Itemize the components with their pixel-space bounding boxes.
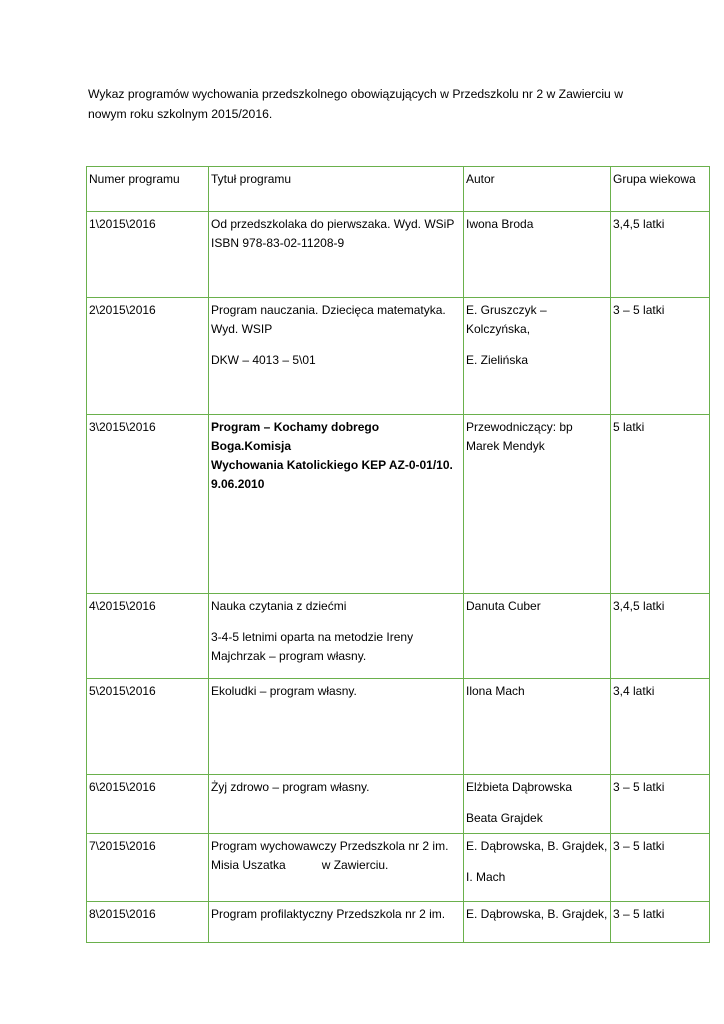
- cell-title: [209, 902, 464, 943]
- author-line: Elżbieta Dąbrowska: [466, 780, 573, 794]
- cell-number: 6\2015\2016: [87, 775, 209, 834]
- table-row: [87, 834, 710, 902]
- table-row: [87, 298, 710, 415]
- title-line: Program – Kochamy dobrego Boga.Komisja: [211, 420, 380, 453]
- table-row: [87, 679, 710, 775]
- cell-title: [209, 298, 464, 415]
- table-row: [87, 594, 710, 679]
- header-cell-number: Numer programu: [87, 167, 209, 212]
- title-fragment: Misia Uszatka: [211, 858, 286, 872]
- cell-age-group: 3 – 5 latki: [611, 902, 710, 943]
- title-line: 3-4-5 letnimi oparta na metodzie Ireny: [211, 630, 414, 644]
- programs-table: [86, 166, 710, 943]
- cell-author: [464, 902, 611, 943]
- author-line: Danuta Cuber: [466, 599, 541, 613]
- author-line: Ilona Mach: [466, 684, 525, 698]
- cell-number: 1\2015\2016: [87, 212, 209, 298]
- cell-number: 4\2015\2016: [87, 594, 209, 679]
- title-line: Od przedszkolaka do pierwszaka. Wyd. WSiP: [211, 217, 455, 231]
- cell-author: [464, 415, 611, 594]
- cell-age-group: 3 – 5 latki: [611, 834, 710, 902]
- cell-age-group: 3 – 5 latki: [611, 298, 710, 415]
- cell-number: 8\2015\2016: [87, 902, 209, 943]
- cell-author: [464, 679, 611, 775]
- cell-author: [464, 775, 611, 834]
- cell-author: [464, 594, 611, 679]
- table-row: [87, 775, 710, 834]
- author-line: Beata Grajdek: [466, 811, 543, 825]
- table-row: [87, 902, 710, 943]
- cell-age-group: 3 – 5 latki: [611, 775, 710, 834]
- intro-line-1: Wykaz programów wychowania przedszkolnego obowiązujących w Przedszkolu nr 2 w Zawierciu w: [88, 87, 624, 101]
- author-line: E. Dąbrowska, B. Grajdek,: [466, 907, 608, 921]
- title-line: Wyd. WSIP: [211, 322, 273, 336]
- cell-title: [209, 415, 464, 594]
- table-row: [87, 415, 710, 594]
- author-line: E. Zielińska: [466, 353, 529, 367]
- cell-number: 3\2015\2016: [87, 415, 209, 594]
- title-line: [211, 856, 461, 875]
- title-line: Wychowania Katolickiego KEP AZ-0-01/10.: [211, 458, 453, 472]
- author-line: Przewodniczący: bp: [466, 420, 573, 434]
- cell-title: [209, 212, 464, 298]
- title-line: Program nauczania. Dziecięca matematyka.: [211, 303, 446, 317]
- title-line: Program wychowawczy Przedszkola nr 2 im.: [211, 839, 449, 853]
- title-line: Majchrzak – program własny.: [211, 649, 367, 663]
- cell-author: [464, 834, 611, 902]
- cell-age-group: 3,4 latki: [611, 679, 710, 775]
- title-line: 9.06.2010: [211, 477, 265, 491]
- table-row: [87, 212, 710, 298]
- cell-title: [209, 775, 464, 834]
- cell-age-group: 3,4,5 latki: [611, 212, 710, 298]
- title-line: Ekoludki – program własny.: [211, 684, 357, 698]
- author-line: Marek Mendyk: [466, 439, 545, 453]
- author-line: I. Mach: [466, 870, 506, 884]
- title-line: ISBN 978-83-02-11208-9: [211, 236, 345, 250]
- intro-line-2: nowym roku szkolnym 2015/2016.: [88, 107, 273, 121]
- author-line: Iwona Broda: [466, 217, 534, 231]
- title-line: Program profilaktyczny Przedszkola nr 2 im.: [211, 907, 446, 921]
- title-line: Nauka czytania z dziećmi: [211, 599, 347, 613]
- author-line: E. Gruszczyk – Kolczyńska,: [466, 303, 547, 336]
- cell-age-group: 5 latki: [611, 415, 710, 594]
- table-header-row: [87, 167, 710, 212]
- document-intro: [88, 84, 648, 124]
- cell-number: 2\2015\2016: [87, 298, 209, 415]
- cell-author: [464, 298, 611, 415]
- cell-number: 5\2015\2016: [87, 679, 209, 775]
- header-cell-author: Autor: [464, 167, 611, 212]
- author-line: E. Dąbrowska, B. Grajdek,: [466, 839, 608, 853]
- title-line: Żyj zdrowo – program własny.: [211, 780, 370, 794]
- cell-age-group: 3,4,5 latki: [611, 594, 710, 679]
- cell-title: [209, 679, 464, 775]
- cell-title: [209, 834, 464, 902]
- cell-author: [464, 212, 611, 298]
- title-fragment: w Zawierciu.: [321, 858, 389, 872]
- cell-number: 7\2015\2016: [87, 834, 209, 902]
- title-line: DKW – 4013 – 5\01: [211, 353, 316, 367]
- header-cell-title: Tytuł programu: [209, 167, 464, 212]
- cell-title: [209, 594, 464, 679]
- header-cell-age-group: Grupa wiekowa: [611, 167, 710, 212]
